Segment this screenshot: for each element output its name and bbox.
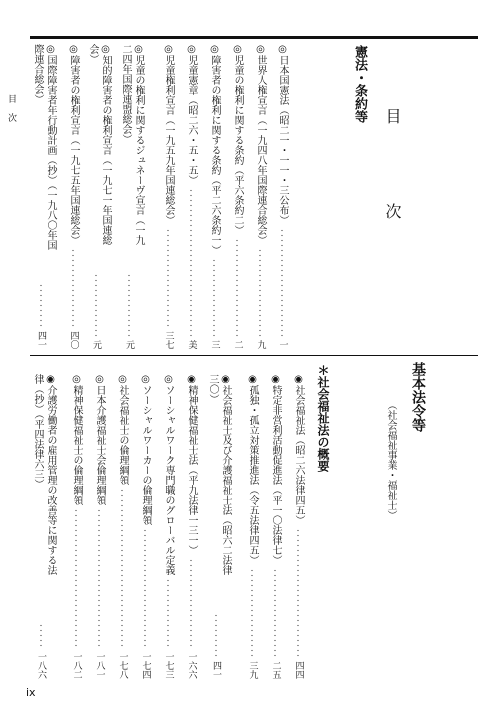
leader-dots <box>75 508 77 649</box>
toc-entry[interactable] <box>163 374 173 679</box>
entry-page: 一八六 <box>36 652 46 679</box>
toc-entry[interactable] <box>247 374 257 679</box>
entry-title-line-1: ◉介護労働者の雇用管理の改善等に関する法 <box>45 374 56 575</box>
leader-dots <box>167 228 169 328</box>
entry-page: 一 <box>277 340 288 349</box>
toc-entry-multiline[interactable] <box>120 44 143 245</box>
entry-title-line-2: 律（抄）（平四法律六三） <box>32 374 43 489</box>
toc-entry[interactable] <box>163 44 173 349</box>
toc-entry[interactable] <box>186 374 196 679</box>
leader-dots <box>251 568 253 658</box>
toc-entry[interactable] <box>293 374 303 679</box>
entry-page: 元 <box>124 340 134 349</box>
entry-title-line-1: ◉社会福祉士及び介護福祉士法（昭六二法律 <box>220 374 231 575</box>
leader-dots <box>128 273 130 337</box>
entry-title-line-2: 二四年国際連盟総会） <box>120 44 131 144</box>
entry-title: ◎日本介護福祉士会倫理綱領 <box>94 374 105 505</box>
toc-entry-multiline[interactable] <box>32 374 55 575</box>
entry-page: 三 <box>209 340 220 349</box>
entry-title: ◎障害者の権利に関する条約（平二六条約一） <box>209 44 220 255</box>
entry-title: ◎児童の権利に関する条約（平六条約二） <box>232 44 243 235</box>
leader-dots <box>259 248 261 337</box>
toc-entry[interactable] <box>232 44 242 349</box>
leader-dots <box>121 488 123 649</box>
entry-page: 二五 <box>270 661 281 679</box>
leader-dots <box>281 228 283 337</box>
entry-title: ◉社会福祉法（昭二六法律四五） <box>293 374 304 525</box>
toc-entry[interactable] <box>117 374 127 679</box>
entry-title: ◎児童権利宣言（一九五九年国連総会） <box>163 44 174 225</box>
section-heading-kihon: 基本法令等 <box>410 362 426 432</box>
entry-title-line-1: ◎国際障害者年行動計画（抄）（一九八〇年国 <box>45 44 56 250</box>
entry-title-line-2: 三〇） <box>207 374 218 404</box>
toc-entry[interactable] <box>209 44 219 349</box>
section-subheading-kihon: （社会福祉事業・福祉士） <box>385 400 396 520</box>
toc-entry[interactable] <box>277 44 287 349</box>
toc-entry-page-group <box>124 270 133 349</box>
entry-title: ◎世界人権宣言（一九四八年国際連合総会） <box>255 44 266 245</box>
entry-page: 一七八 <box>117 652 128 679</box>
entry-page: 三九 <box>247 661 258 679</box>
toc-entry[interactable] <box>94 374 104 679</box>
entry-title: ◎日本国憲法（昭二一・一一・三公布） <box>277 44 288 225</box>
entry-title: ◎社会福祉士の倫理綱領 <box>117 374 128 485</box>
subheading-shakai-gaiyo: ＊社会福祉法の概要 <box>316 364 330 472</box>
entry-page: 一六六 <box>186 652 197 679</box>
leader-dots <box>40 623 42 649</box>
entry-title-line-2: 際連合総会） <box>32 44 43 104</box>
entry-page: 四一 <box>211 661 221 679</box>
entry-title: ◉特定非営利活動促進法（平一〇法律七） <box>270 374 281 565</box>
entry-page: 九 <box>255 340 266 349</box>
toc-entry-multiline[interactable] <box>87 44 110 245</box>
leader-dots <box>215 613 217 658</box>
leader-dots <box>274 568 276 658</box>
entry-page: 三七 <box>163 331 174 349</box>
entry-page: 一八一 <box>94 652 105 679</box>
entry-title: ◎精神保健福祉士の倫理綱領 <box>71 374 82 505</box>
leader-dots <box>213 258 215 337</box>
page-number: ix <box>26 686 36 699</box>
entry-page: 元 <box>91 340 101 349</box>
toc-entry-page-group <box>211 610 220 679</box>
toc-entry-page-group <box>36 620 45 679</box>
entry-page: 一七四 <box>140 652 151 679</box>
leader-dots <box>72 248 74 328</box>
toc-entry-page-group <box>36 280 45 349</box>
entry-title: ◎障害者の権利宣言（一九七五年国連総会） <box>68 44 79 245</box>
entry-page: 四〇 <box>68 331 79 349</box>
toc-entry-page-group <box>91 270 100 349</box>
toc-entry[interactable] <box>140 374 150 679</box>
leader-dots <box>98 508 100 649</box>
entry-page: 二 <box>232 340 243 349</box>
top-rule <box>30 36 478 39</box>
toc-entry-multiline[interactable] <box>32 44 55 250</box>
entry-title: ◉精神保健福祉士法（平九法律一三一） <box>186 374 197 555</box>
section-heading-kenpo: 憲法・条約等 <box>352 45 367 123</box>
entry-page: 一七三 <box>163 652 174 679</box>
entry-page: 四一 <box>36 331 46 349</box>
entry-page: 一八二 <box>71 652 82 679</box>
entry-title-line-2: 会） <box>87 44 98 64</box>
entry-title: ◎ソーシャルワーク専門職のグローバル定義 <box>163 374 174 575</box>
leader-dots <box>297 528 299 658</box>
toc-entry[interactable] <box>270 374 280 679</box>
side-label: 目次 <box>6 94 16 132</box>
leader-dots <box>190 188 192 337</box>
entry-page: 美 <box>186 340 197 349</box>
toc-entry[interactable] <box>255 44 265 349</box>
toc-entry-multiline[interactable] <box>207 374 230 575</box>
leader-dots <box>95 273 97 337</box>
entry-title: ◉孤独・孤立対策推進法（令五法律四五） <box>247 374 258 565</box>
middle-rule <box>30 355 478 356</box>
entry-title-line-1: ◎児童の権利に関するジュネーヴ宣言（一九 <box>133 44 144 245</box>
leader-dots <box>190 558 192 649</box>
entry-page: 四四 <box>293 661 304 679</box>
leader-dots <box>167 578 169 649</box>
toc-entry[interactable] <box>186 44 196 349</box>
leader-dots <box>40 283 42 328</box>
toc-entry[interactable] <box>71 374 81 679</box>
leader-dots <box>236 238 238 337</box>
entry-title: ◎児童憲章（昭二六・五・五） <box>186 44 197 185</box>
toc-entry[interactable] <box>68 44 78 349</box>
page-title: 目 次 <box>383 108 402 249</box>
leader-dots <box>144 528 146 649</box>
entry-title: ◎ソーシャルワーカーの倫理綱領 <box>140 374 151 525</box>
entry-title-line-1: ◎知的障害者の権利宣言（一九七一年国連総 <box>100 44 111 245</box>
